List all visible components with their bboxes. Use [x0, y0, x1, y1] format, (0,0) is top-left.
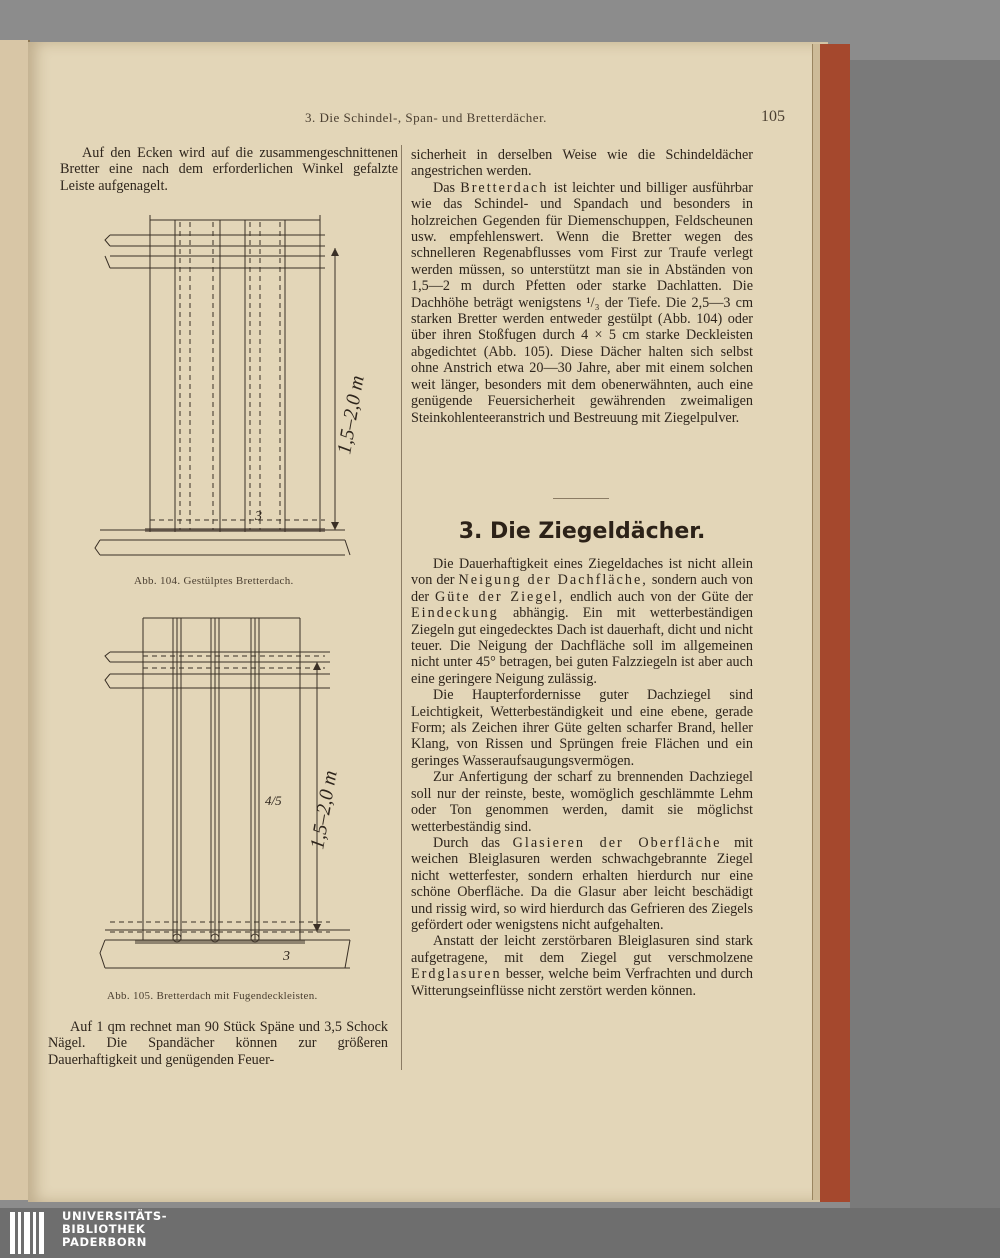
text-run: Anstatt der leicht zerstörbaren Bleiglasuren sind stark aufgetragene, mit dem Ziegel gut verschmolzene: [411, 933, 753, 966]
text-run: sondern auch von der: [411, 572, 753, 605]
text-run: mit weichen Bleiglasuren werden schwachgebrannte Ziegel nicht wetterfester, sondern erhalten hierdurch nur eine schöne Oberfläche. Da die Glasur aber leicht beschädigt und rissig wird, so wird hierdurch das Gefrieren des Ziegels gefördert oder wenigstens nicht aufgehalten.: [411, 834, 753, 933]
figure-105-dimension: 1,5–2,0 m: [306, 768, 342, 851]
text-run: Die Dauerhaftigkeit eines Ziegeldaches ist nicht allein von der: [411, 556, 753, 589]
library-logo-text: [62, 1210, 167, 1249]
text-run: endlich auch von der Güte der: [570, 588, 754, 605]
logo-line: PADERBORN: [62, 1235, 147, 1249]
book-cover-edge: [820, 44, 850, 1202]
figure-105-caption: Abb. 105. Bretterdach mit Fugendeckleisten.: [107, 990, 318, 1002]
page-number: 105: [761, 108, 785, 125]
paragraph: sicherheit in derselben Weise wie die Schindeldächer angestrichen werden.: [411, 147, 753, 180]
emphasis-text: Bretterdach: [460, 179, 549, 196]
emphasis-text: Neigung der Dachfläche,: [458, 572, 648, 589]
text-run: Das: [433, 179, 456, 196]
running-title: 3. Die Schindel-, Span- und Bretterdächer.: [305, 110, 547, 125]
section-heading: 3. Die Ziegeldächer.: [458, 519, 706, 544]
section-separator: [553, 498, 609, 499]
text-run: Durch das: [433, 834, 501, 851]
text-run: ist leichter und billiger ausführbar wie das Schindel- und Spandach und besonders in holzreichen Gegenden für Diemenschuppen, Feldscheunen usw. empfehlenswert. Wenn die Bretter wegen des schnelleren Regenabflusses vom First zur Traufe verlegt werden müssen, so unterstützt man sie in Abständen von 1,5—2 m durch Pfetten oder starke Dachlatten. Die Dachhöhe beträgt wenigstens ¹/₃ der Tiefe. Die 2,5—3 cm starken Bretter werden entweder gestülpt (Abb. 104) oder über ihren Stoßfugen durch 4 × 5 cm starke Deckleisten abgedichtet (Abb. 105). Diese Dächer halten sich selbst ohne Anstrich etwa 20—30 Jahre, aber mit einem solchen weit länger, besonders mit dem obenerwähnten, auch eine genügende Feuersicherheit gewährenden zweimaligen Steinkohlenteeranstrich und Bestreuung mit Ziegelpulver.: [411, 179, 754, 426]
paragraph: [411, 835, 753, 933]
figure-104-drawing: [95, 210, 369, 565]
logo-line: UNIVERSITÄTS-: [62, 1209, 168, 1223]
text-run: abhängig. Ein mit wetterbeständigen Ziegeln gut eingedecktes Dach ist dauerhaft, dicht und nicht teuer. Die Neigung der Dachfläche soll im allgemeinen nicht unter 45° betragen, bei guten Falzziegeln ist aber auch eine geringere Neigung zulässig.: [411, 605, 754, 687]
emphasis-text: Güte der Ziegel,: [435, 588, 565, 605]
facing-page-edge: [0, 40, 30, 1200]
emphasis-text: Erdglasuren: [411, 966, 502, 983]
paragraph: Die Haupterfordernisse guter Dachziegel sind Leichtigkeit, Wetterbeständigkeit und eine ebene, gerade Form; als Zeichen ihrer Güte gelten scharfer Brand, heller Klang, von Rissen und Sprüngen freie Flächen und ein geringes Wasseraufsaugungsvermögen.: [411, 687, 753, 769]
logo-line: BIBLIOTHEK: [62, 1222, 146, 1236]
scan-margin-right: [850, 60, 1000, 1208]
figure-105-number: 3: [283, 949, 290, 964]
running-header: [30, 110, 800, 130]
paragraph: Auf den Ecken wird auf die zusammengeschnittenen Bretter eine nach dem erforderlichen Winkel gefalzte Leiste aufgenagelt.: [60, 145, 398, 194]
figure-104-dimension: 1,5–2,0 m: [333, 373, 369, 456]
figure-105-drawing: [95, 610, 365, 975]
column-divider: [401, 145, 402, 1070]
paragraph: [411, 180, 753, 426]
figure-104-caption: Abb. 104. Gestülptes Bretterdach.: [134, 575, 294, 587]
paragraph: [411, 933, 753, 999]
paragraph: [411, 556, 753, 687]
right-column-bottom-text: [411, 556, 753, 999]
paragraph: Zur Anfertigung der scharf zu brennenden Dachziegel soll nur der reinste, beste, womöglich geschlämmte Lehm oder Ton genommen werden, damit sie möglichst wetterbeständig sind.: [411, 769, 753, 835]
right-column-top-text: [411, 147, 753, 426]
left-column-bottom-text: [48, 1019, 388, 1068]
paragraph: Auf 1 qm rechnet man 90 Stück Späne und 3,5 Schock Nägel. Die Spandächer können zur größeren Dauerhaftigkeit und genügenden Feuer-: [48, 1019, 388, 1068]
figure-105-fraction: 4/5: [265, 793, 282, 808]
library-logo-icon: [8, 1210, 50, 1256]
emphasis-text: Eindeckung: [411, 605, 499, 622]
left-column-top-text: [60, 145, 398, 194]
text-run: besser, welche beim Verfrachten und durch Witterungseinflüsse nicht zerstört werden können.: [411, 966, 754, 999]
emphasis-text: Glasieren der Oberfläche: [512, 834, 722, 851]
figure-104-number: 3: [255, 509, 262, 524]
